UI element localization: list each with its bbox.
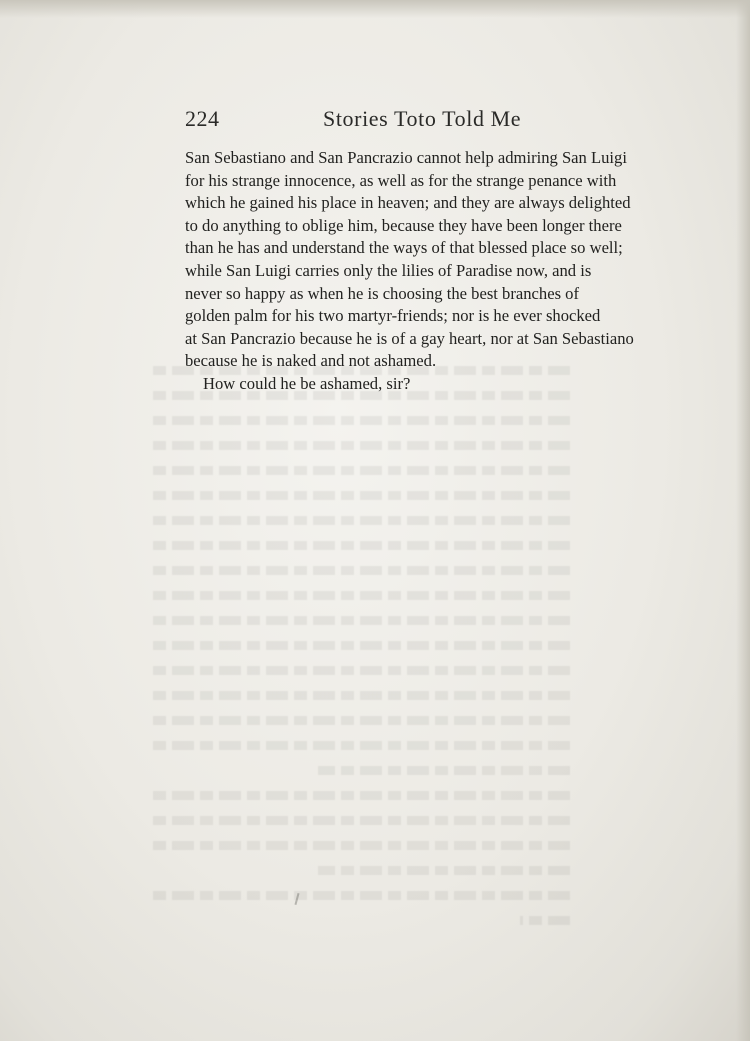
text-line: San Sebastiano and San Pancrazio cannot help admiring San Luigi [185,148,627,167]
text-line: for his strange innocence, as well as for the strange penance with [185,170,617,190]
text-line: which he gained his place in heaven; and they are always delighted [185,193,631,213]
text-line: while San Luigi carries only the lilies of Paradise now, and is [185,260,592,280]
show-through-text [150,360,570,880]
text-line: never so happy as when he is choosing the best branches of [185,283,579,303]
running-title: Stories Toto Told Me [323,106,522,131]
paper-mark [294,893,299,905]
text-line: to do anything to oblige him, because they have been longer there [185,215,622,235]
text-line: golden palm for his two martyr-friends; nor is he ever shocked [185,306,601,326]
page-header [185,106,555,146]
text-line: at San Pancrazio because he is of a gay heart, nor at San Sebastiano [185,328,634,348]
closing-line: How could he be ashamed, sir? [203,373,411,393]
text-line: because he is naked and not ashamed. [185,351,437,371]
body-text [185,147,634,396]
text-line: than he has and understand the ways of that blessed place so well; [185,238,623,258]
page-number: 224 [185,106,220,131]
